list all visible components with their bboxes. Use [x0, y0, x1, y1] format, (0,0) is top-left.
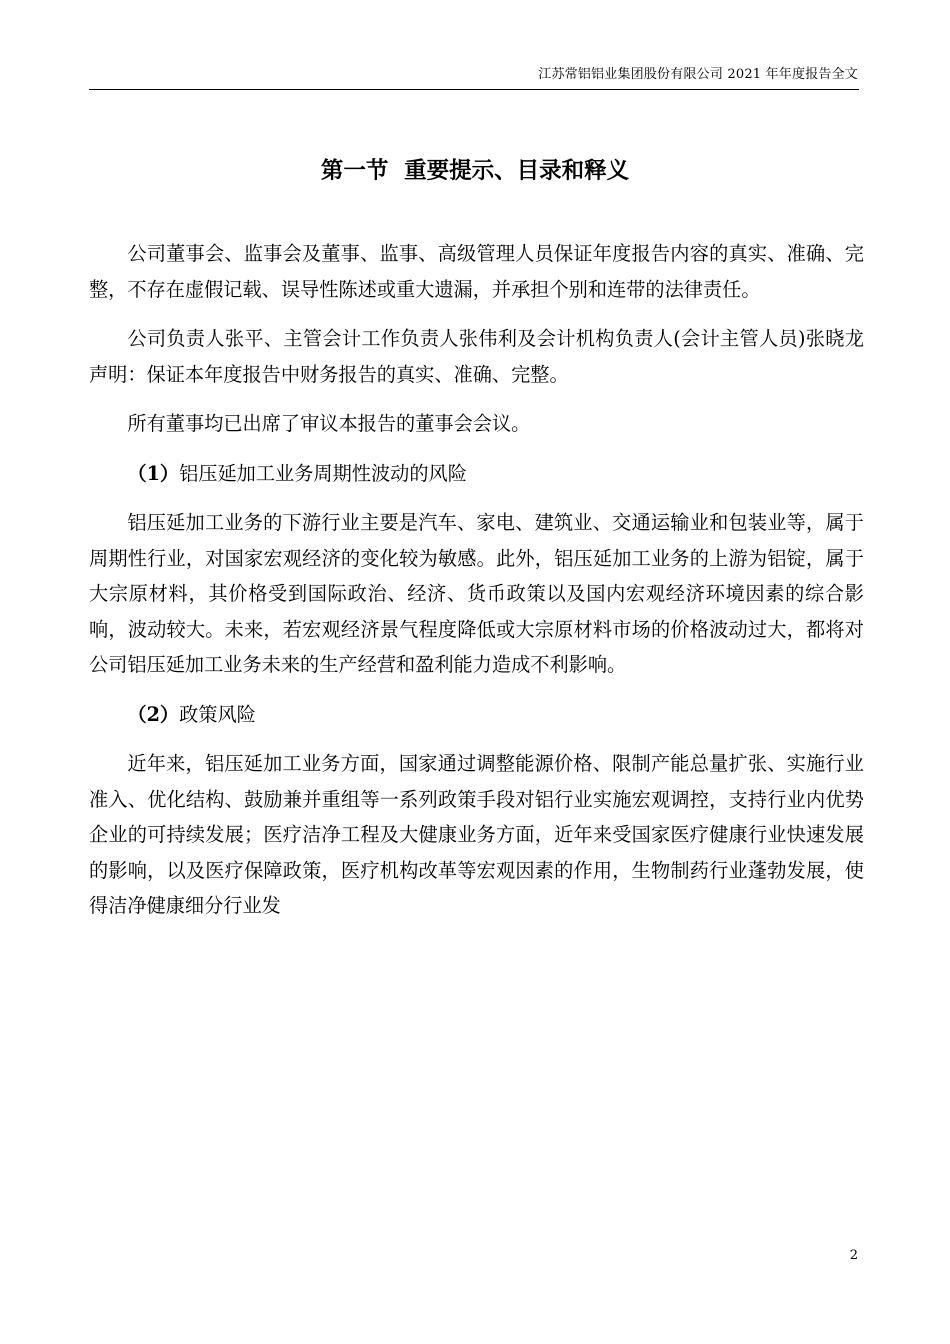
risk-paragraph-policy: 近年来，铝压延加工业务方面，国家通过调整能源价格、限制产能总量扩张、实施行业准入、优化结构、鼓励兼并重组等一系列政策手段对铝行业实施宏观调控，支持行业内优势企业的可持续发展；医疗洁净工程及大健康业务方面，近年来受国家医疗健康行业快速发展的影响，以及医疗保障政策，医疗机构改革等宏观因素的作用，生物制药行业蓬勃发展，使得洁净健康细分行业发	[89, 752, 864, 917]
page-number: 2	[849, 1248, 858, 1263]
header-divider	[89, 89, 859, 90]
paragraph-responsibility: 公司董事会、监事会及董事、监事、高级管理人员保证年度报告内容的真实、准确、完整，不存在虚假记载、误导性陈述或重大遗漏，并承担个别和连带的法律责任。	[89, 242, 864, 301]
risk-heading-cyclical	[89, 456, 864, 492]
paragraph-board-attendance: 所有董事均已出席了审议本报告的董事会会议。	[127, 412, 531, 435]
risk-number: （2）	[127, 702, 180, 726]
risk-heading-policy	[89, 697, 864, 733]
risk-paragraph-cyclical: 铝压延加工业务的下游行业主要是汽车、家电、建筑业、交通运输业和包装业等，属于周期性行业，对国家宏观经济的变化较为敏感。此外，铝压延加工业务的上游为铝锭，属于大宗原材料，其价格受到国际政治、经济、货币政策以及国内宏观经济环境因素的综合影响，波动较大。未来，若宏观经济景气程度降低或大宗原材料市场的价格波动过大，都将对公司铝压延加工业务未来的生产经营和盈利能力造成不利影响。	[89, 511, 864, 676]
risk-title: 政策风险	[179, 702, 256, 726]
running-header: 江苏常铝铝业集团股份有限公司 2021 年年度报告全文	[538, 67, 858, 82]
document-body	[89, 236, 864, 938]
section-title: 第一节 重要提示、目录和释义	[320, 158, 630, 184]
paragraph-statement: 公司负责人张平、主管会计工作负责人张伟利及会计机构负责人(会计主管人员)张晓龙声明：保证本年度报告中财务报告的真实、准确、完整。	[89, 327, 864, 386]
risk-number: （1）	[127, 461, 180, 485]
risk-title: 铝压延加工业务周期性波动的风险	[179, 461, 467, 485]
